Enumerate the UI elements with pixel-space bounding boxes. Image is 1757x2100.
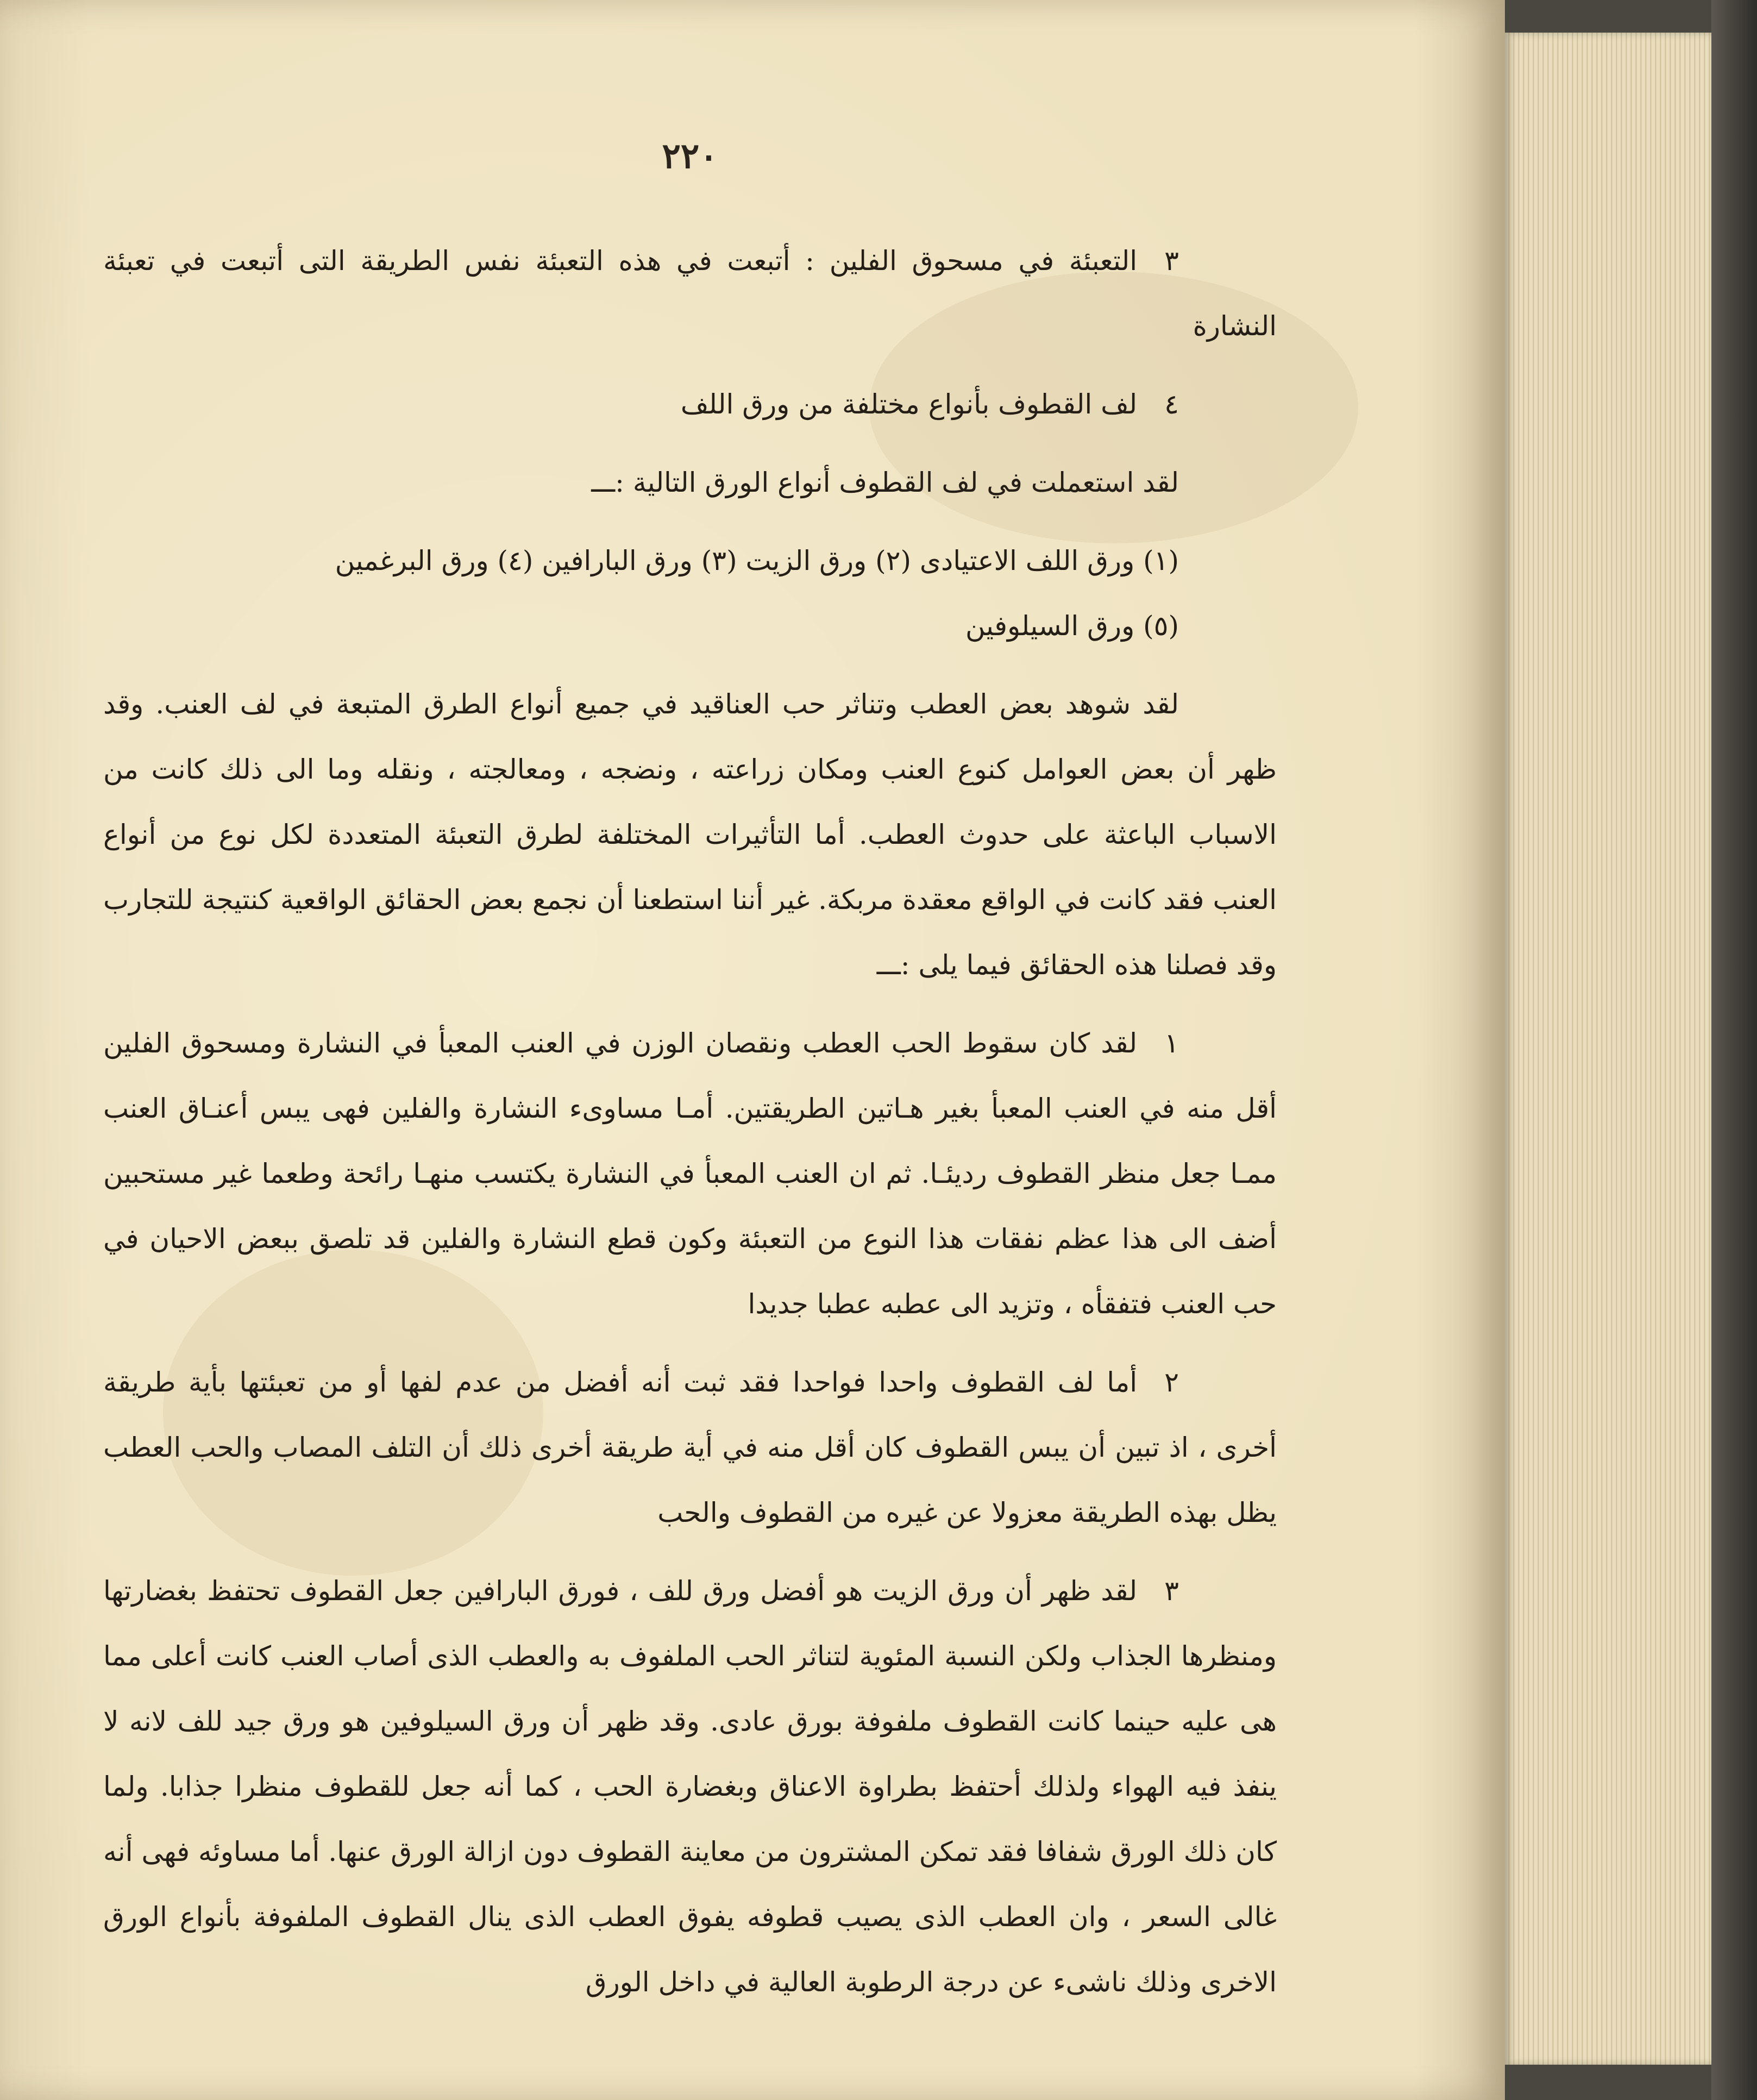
page-edges [1505, 33, 1711, 2065]
list-text: (٥) ورق السيلوفين [965, 610, 1179, 642]
item-number: ٢ [1164, 1366, 1179, 1398]
paragraph-observations [103, 672, 1277, 998]
paragraph-finding-2 [103, 1350, 1277, 1545]
paragraph-paper-types-intro [103, 450, 1277, 515]
item-number: ٣ [1164, 245, 1179, 277]
paragraph-text: لف القطوف بأنواع مختلفة من ورق اللف [680, 388, 1138, 420]
body-text [103, 228, 1277, 2028]
paragraph-text: لقد ظهر أن ورق الزيت هو أفضل ورق للف ، فورق البارافين جعل القطوف تحتفظ بغضارتها ومنظرها الجذاب ولكن النسبة المئوية لتناثر الحب الملفوف به والعطب الذى أصاب العنب كانت أعلى مما هى عليه حينما كانت القطوف ملفوفة بورق عادى. وقد ظهر أن ورق السيلوفين هو ورق جيد للف لانه لا ينفذ فيه الهواء ولذلك أحتفظ بطراوة الاعناق وبغضارة الحب ، كما أنه جعل للقطوف منظرا جذابا. ولما كان ذلك الورق شفافا فقد تمكن المشترون من معاينة القطوف دون ازالة الورق عنها. أما مساوئه فهى أنه غالى السعر ، وان العطب الذى يصيب قطوفه يفوق العطب الذى ينال القطوف الملفوفة بأنواع الورق الاخرى وذلك ناشىء عن درجة الرطوبة العالية في داخل الورق [103, 1575, 1277, 1998]
paragraph-wrapping-heading [103, 372, 1277, 437]
paragraph-text: لقد استعملت في لف القطوف أنواع الورق التالية :ـــ [591, 467, 1179, 498]
list-text: (١) ورق اللف الاعتيادى (٢) ورق الزيت (٣) ورق البارافين (٤) ورق البرغمين [335, 545, 1179, 576]
paragraph-finding-3 [103, 1558, 1277, 2015]
paragraph-text: لقد كان سقوط الحب العطب ونقصان الوزن في العنب المعبأ في النشارة ومسحوق الفلين أقل منه في العنب المعبأ بغير هـاتين الطريقتين. أمـا مساوىء النشارة والفلين فهى يبس أعنـاق العنب ممـا جعل منظر القطوف رديئـا. ثم ان العنب المعبأ في النشارة يكتسب منهـا رائحة وطعما غير مستحبين أضف الى هذا عظم نفقات هذا النوع من التعبئة وكون قطع النشارة والفلين قد تلصق ببعض الاحيان في حب العنب فتفقأه ، وتزيد الى عطبه عطبا جديدا [103, 1027, 1277, 1320]
paragraph-finding-1 [103, 1011, 1277, 1337]
book-cover-spine [1711, 0, 1757, 2100]
item-number: ٣ [1164, 1575, 1179, 1607]
paragraph-cork-packing [103, 228, 1277, 359]
paper-types-list-line-2 [103, 593, 1277, 659]
paragraph-text: التعبئة في مسحوق الفلين : أتبعت في هذه التعبئة نفس الطريقة التى أتبعت في تعبئة النشارة [103, 245, 1277, 342]
page-number: ٢٢٠ [662, 136, 718, 177]
paragraph-text: أما لف القطوف واحدا فواحدا فقد ثبت أنه أفضل من عدم لفها أو من تعبئتها بأية طريقة أخرى ، اذ تبين أن يبس القطوف كان أقل منه في أية طريقة أخرى ذلك أن التلف المصاب والحب العطب يظل بهذه الطريقة معزولا عن غيره من القطوف والحب [103, 1366, 1277, 1528]
paper-types-list-line-1 [103, 528, 1277, 593]
item-number: ٤ [1164, 388, 1179, 420]
item-number: ١ [1164, 1027, 1179, 1059]
paragraph-text: لقد شوهد بعض العطب وتناثر حب العناقيد في جميع أنواع الطرق المتبعة في لف العنب. وقد ظهر أن بعض العوامل كنوع العنب ومكان زراعته ، ونضجه ، ومعالجته ، ونقله وما الى ذلك كانت من الاسباب الباعثة على حدوث العطب. أما التأثيرات المختلفة لطرق التعبئة المتعددة لكل نوع من أنواع العنب فقد كانت في الواقع معقدة مربكة. غير أننا استطعنا أن نجمع بعض الحقائق الواقعية كنتيجة للتجارب وقد فصلنا هذه الحقائق فيما يلى :ـــ [103, 688, 1277, 981]
